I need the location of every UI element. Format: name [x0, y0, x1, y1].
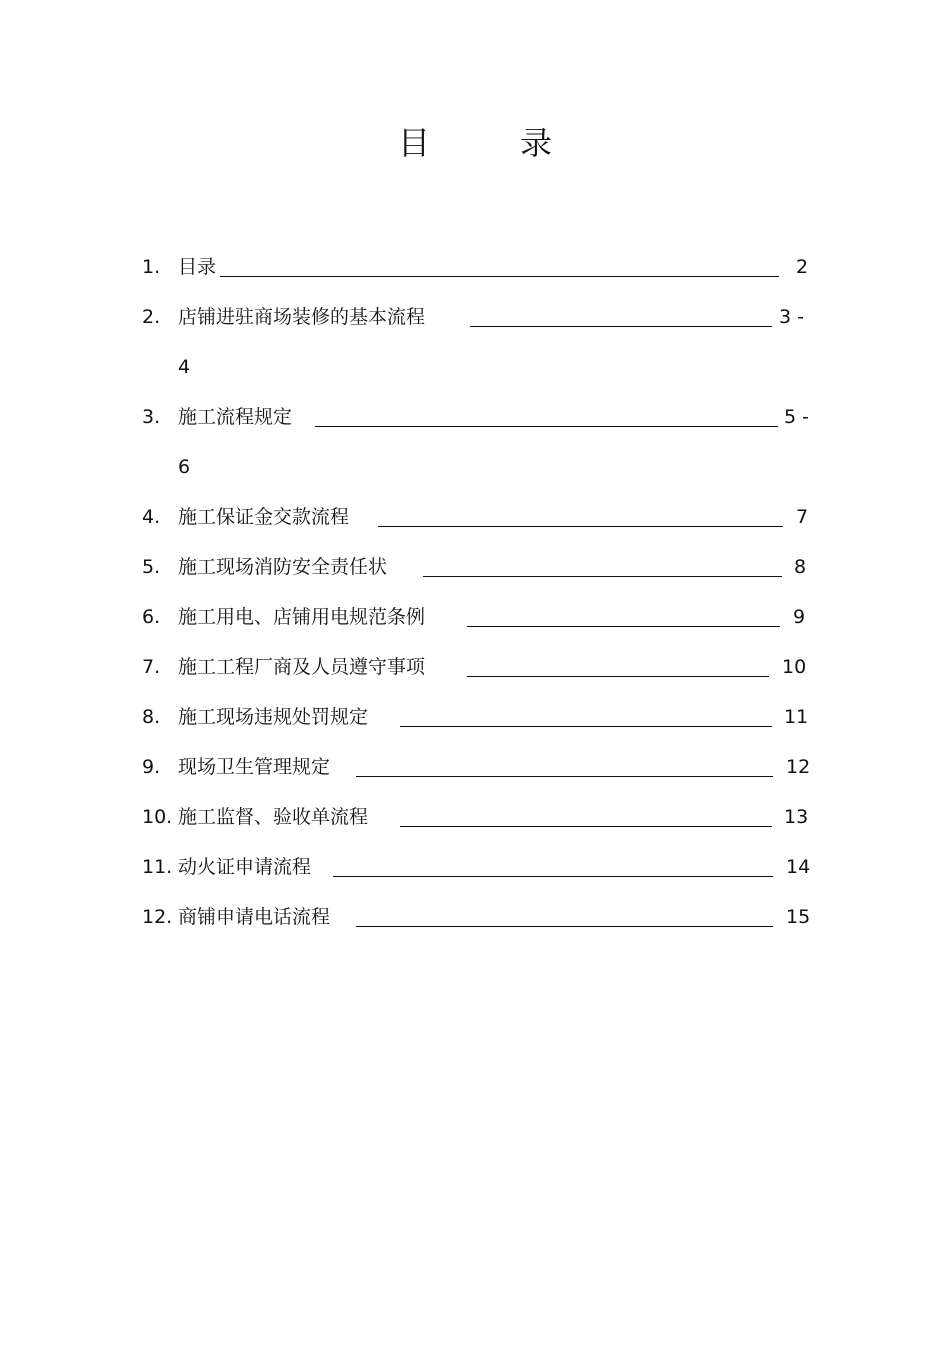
toc-entry[interactable]	[142, 298, 814, 348]
toc-label: 动火证申请流程	[178, 856, 312, 878]
toc-page-number: 12	[786, 756, 811, 778]
toc-entry-continuation	[142, 348, 814, 398]
toc-number: 5.	[142, 556, 161, 578]
toc-page-number: 9	[793, 606, 806, 628]
toc-page-number: 3 -	[779, 306, 804, 328]
toc-number: 8.	[142, 706, 161, 728]
toc-leader-line	[356, 776, 773, 777]
toc-leader-line	[220, 276, 779, 277]
toc-label: 施工现场消防安全责任状	[178, 556, 388, 578]
toc-page-number: 11	[784, 706, 809, 728]
toc-leader-line	[333, 876, 773, 877]
toc-entry[interactable]	[142, 648, 814, 698]
toc-leader-line	[470, 326, 772, 327]
toc-entry[interactable]	[142, 398, 814, 448]
toc-page-number-continued: 6	[178, 456, 191, 478]
toc-leader-line	[400, 726, 772, 727]
toc-number: 4.	[142, 506, 161, 528]
toc-label: 施工工程厂商及人员遵守事项	[178, 656, 426, 678]
toc-entry[interactable]	[142, 498, 814, 548]
toc-number: 2.	[142, 306, 161, 328]
toc-number: 6.	[142, 606, 161, 628]
toc-label: 店铺进驻商场装修的基本流程	[178, 306, 426, 328]
toc-label: 施工监督、验收单流程	[178, 806, 369, 828]
toc-page-number: 13	[784, 806, 809, 828]
toc-page-number: 14	[786, 856, 811, 878]
toc-leader-line	[423, 576, 782, 577]
toc-label: 施工流程规定	[178, 406, 293, 428]
toc-number: 11.	[142, 856, 173, 878]
toc-leader-line	[356, 926, 773, 927]
toc-entry[interactable]	[142, 698, 814, 748]
toc-page-number: 15	[786, 906, 811, 928]
toc-leader-line	[467, 626, 780, 627]
toc-entry[interactable]	[142, 898, 814, 948]
toc-leader-line	[400, 826, 772, 827]
toc-label: 施工现场违规处罚规定	[178, 706, 369, 728]
toc-label: 目录	[178, 256, 217, 278]
toc-entry[interactable]	[142, 848, 814, 898]
toc-entry[interactable]	[142, 598, 814, 648]
toc-page-number: 7	[796, 506, 809, 528]
toc-page-number: 5 -	[784, 406, 809, 428]
toc-page-number: 8	[794, 556, 807, 578]
toc-leader-line	[378, 526, 783, 527]
toc-entry[interactable]	[142, 248, 814, 298]
toc-leader-line	[315, 426, 778, 427]
toc-number: 1.	[142, 256, 161, 278]
toc-label: 施工保证金交款流程	[178, 506, 350, 528]
toc-entry[interactable]	[142, 798, 814, 848]
toc-number: 10.	[142, 806, 173, 828]
toc-page-number-continued: 4	[178, 356, 191, 378]
toc-number: 3.	[142, 406, 161, 428]
toc-leader-line	[467, 676, 769, 677]
title-char-1: 目	[397, 124, 430, 162]
toc-entry[interactable]	[142, 748, 814, 798]
table-of-contents	[142, 248, 814, 948]
toc-entry[interactable]	[142, 548, 814, 598]
toc-entry-continuation	[142, 448, 814, 498]
toc-label: 施工用电、店铺用电规范条例	[178, 606, 426, 628]
toc-label: 商铺申请电话流程	[178, 906, 331, 928]
toc-page-number: 2	[796, 256, 809, 278]
toc-number: 7.	[142, 656, 161, 678]
toc-number: 9.	[142, 756, 161, 778]
toc-label: 现场卫生管理规定	[178, 756, 331, 778]
page-title	[0, 118, 950, 164]
title-char-2: 录	[520, 124, 553, 162]
toc-number: 12.	[142, 906, 173, 928]
toc-page-number: 10	[782, 656, 807, 678]
